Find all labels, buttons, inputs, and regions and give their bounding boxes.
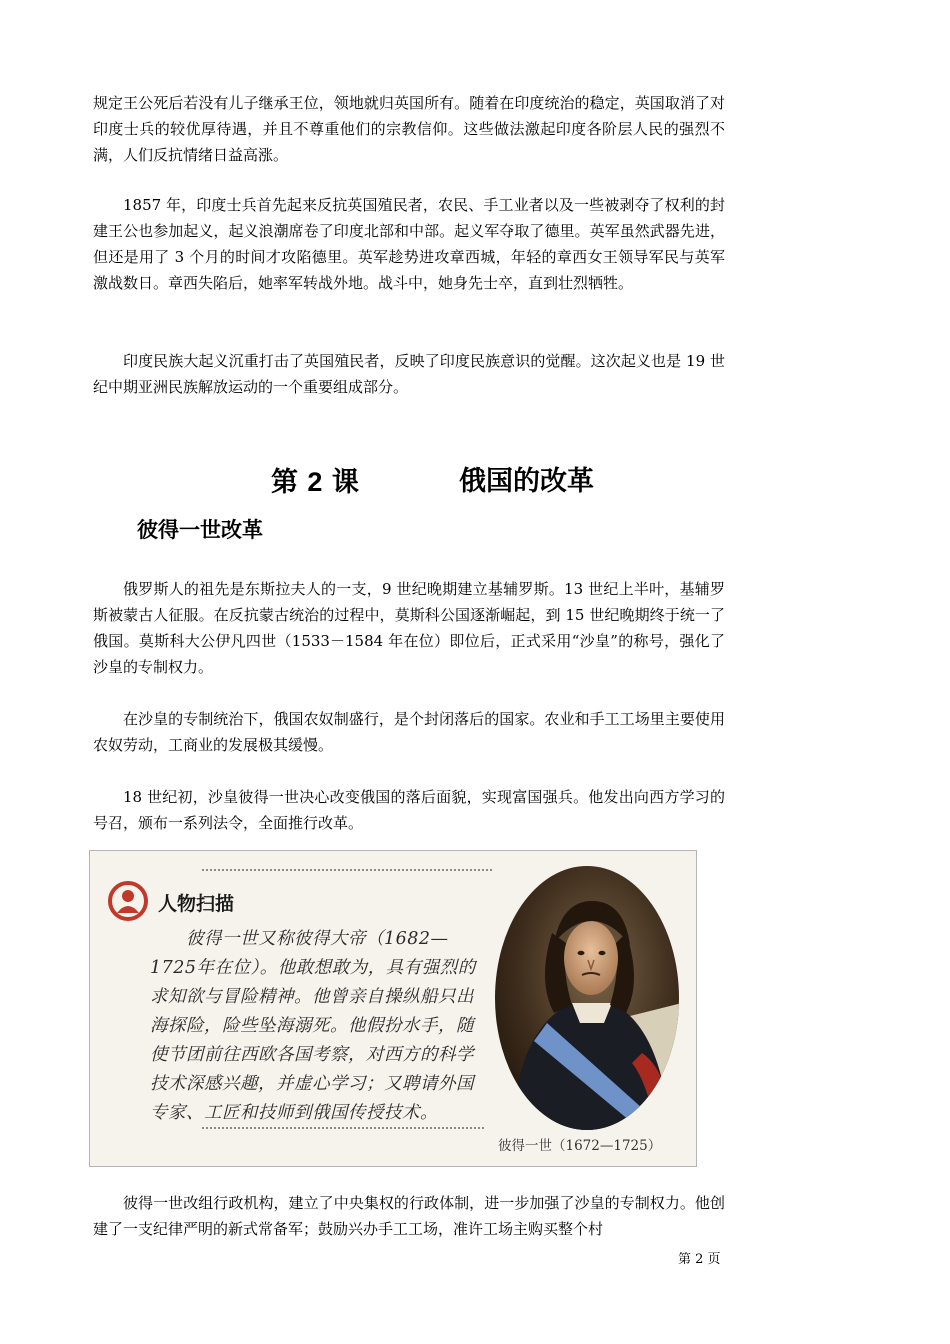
paragraph: 俄罗斯人的祖先是东斯拉夫人的一支，9 世纪晚期建立基辅罗斯。13 世纪上半叶，基辅罗斯被蒙古人征服。在反抗蒙古统治的过程中，莫斯科公国逐渐崛起，到 15 世纪晚期终于统一了俄国。莫斯科大公伊凡四世（1533－1584 年在位）即位后，正式采用“沙皇”的称号，强化了沙皇的专制权力。 bbox=[93, 580, 725, 676]
page-number: 第 2 页 bbox=[678, 1252, 721, 1267]
person-icon bbox=[108, 881, 148, 921]
paragraph: 18 世纪初，沙皇彼得一世决心改变俄国的落后面貌，实现富国强兵。他发出向西方学习的号召，颁布一系列法令，全面推行改革。 bbox=[93, 788, 725, 832]
lesson-name: 俄国的改革 bbox=[459, 466, 594, 497]
section-title: 彼得一世改革 bbox=[137, 517, 263, 542]
profile-text: 彼得一世又称彼得大帝（1682—1725年在位）。他敢想敢为，具有强烈的求知欲与冒险精神。他曾亲自操纵船只出海探险，险些坠海溺死。他假扮水手，随使节团前往西欧各国考察，对西方的科学技术深感兴趣，并虚心学习；又聘请外国专家、工匠和技师到俄国传授技术。 bbox=[150, 929, 476, 1123]
paragraph: 在沙皇的专制统治下，俄国农奴制盛行，是个封闭落后的国家。农业和手工工场里主要使用农奴劳动，工商业的发展极其缓慢。 bbox=[93, 710, 725, 754]
portrait-caption: 彼得一世（1672—1725） bbox=[498, 1138, 662, 1154]
profile-figure bbox=[89, 850, 697, 1167]
paragraph: 规定王公死后若没有儿子继承王位，领地就归英国所有。随着在印度统治的稳定，英国取消了对印度士兵的较优厚待遇，并且不尊重他们的宗教信仰。这些做法激起印度各阶层人民的强烈不满，人们反抗情绪日益高涨。 bbox=[93, 94, 725, 164]
profile-heading: 人物扫描 bbox=[158, 893, 235, 915]
paragraph: 彼得一世改组行政机构，建立了中央集权的行政体制，进一步加强了沙皇的专制权力。他创建了一支纪律严明的新式常备军；鼓励兴办手工工场，准许工场主购买整个村 bbox=[93, 1194, 725, 1238]
paragraph: 印度民族大起义沉重打击了英国殖民者，反映了印度民族意识的觉醒。这次起义也是 19 世纪中期亚洲民族解放运动的一个重要组成部分。 bbox=[93, 352, 725, 396]
portrait-image bbox=[492, 863, 682, 1133]
dotted-divider bbox=[202, 869, 492, 871]
lesson-number: 第 2 课 bbox=[271, 467, 359, 498]
paragraph: 1857 年，印度士兵首先起来反抗英国殖民者，农民、手工业者以及一些被剥夺了权利的封建王公也参加起义，起义浪潮席卷了印度北部和中部。起义军夺取了德里。英军虽然武器先进，但还是用了 3 个月的时间才攻陷德里。英军趁势进攻章西城，年轻的章西女王领导军民与英军激战数日。章西失陷后，她率军转战外地。战斗中，她身先士卒，直到壮烈牺牲。 bbox=[93, 196, 725, 292]
